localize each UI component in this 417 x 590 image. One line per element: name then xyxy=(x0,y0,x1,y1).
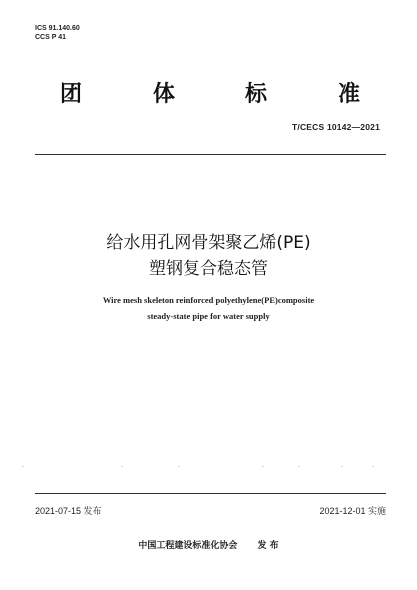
title-chinese-line-2: 塑钢复合稳态管 xyxy=(149,259,268,279)
bottom-divider xyxy=(35,493,386,494)
publisher-name: 中国工程建设标准化协会 xyxy=(138,541,238,551)
standard-type-char-2: 体 xyxy=(153,82,176,107)
title-english-line-1: Wire mesh skeleton reinforced polyethylene(PE)composite xyxy=(102,295,315,305)
publisher-line xyxy=(0,538,417,551)
standard-number: T/CECS 10142—2021 xyxy=(292,122,380,132)
top-divider xyxy=(35,154,386,155)
standard-type-char-4: 准 xyxy=(338,82,361,107)
issue-date: 2021-07-15 发布 xyxy=(35,506,102,516)
standard-type-char-3: 标 xyxy=(245,82,268,107)
implementation-date: 2021-12-01 实施 xyxy=(319,506,386,516)
standard-type-heading xyxy=(0,82,417,112)
ccs-code: CCS P 41 xyxy=(35,34,66,41)
title-english-line-2: steady-state pipe for water supply xyxy=(147,311,270,321)
standard-type-char-1: 团 xyxy=(60,82,83,107)
classification-codes xyxy=(35,24,80,42)
title-chinese-line-1: 给水用孔网骨架聚乙烯(PE) xyxy=(106,233,311,253)
publisher-verb: 发 布 xyxy=(257,541,279,551)
ics-code: ICS 91.140.60 xyxy=(35,25,80,32)
faint-scan-specks xyxy=(0,466,417,470)
